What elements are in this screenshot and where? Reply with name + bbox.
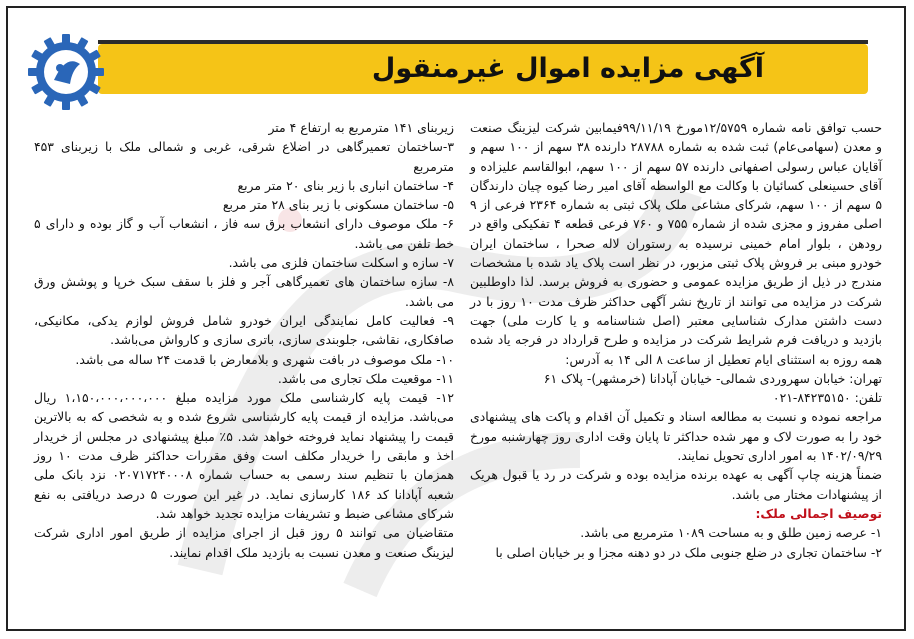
left-column xyxy=(34,118,454,562)
property-item-1: ۱- عرصه زمین طلق و به مساحت ۱۰۸۹ مترمربع می باشد. xyxy=(580,525,882,541)
property-item-8: ۸- سازه ساختمان های تعمیرگاهی آجر و فلز با سقف سبک خرپا و پوشش ورق می باشد. xyxy=(34,274,454,309)
property-item-3: ۳-ساختمان تعمیرگاهی در اضلاع شرقی، غربی و شمالی ملک با زیربنای ۴۵۳ مترمربع xyxy=(34,139,454,174)
intro-paragraph: حسب توافق نامه شماره ۱۲/۵۷۵۹مورخ ۹۹/۱۱/۱۹فیمابین شرکت لیزینگ صنعت و معدن (سهامی‌عام) ثبت شده به شماره ۲۸۷۸۸ دارنده ۳۸ سهم از ۱۰۰ سهم و آقایان عباس رسولی اصفهانی دارنده ۵۷ سهم از ۱۰۰ سهم، ابوالقاسم علیزاده و آقای حسینعلی کسائیان با وکالت مع الواسطه آقای امیر رضا کیوه چیان دارندگان ۵ سهم از ۱۰۰ سهم، شرکای مشاعی ملک پلاک ثبتی به شماره ۲۳۶۴ فرعی از ۹ اصلی مفروز و مجزی شده از شماره ۷۵۵ و ۷۶۰ فرعی قطعه ۴ تفکیکی واقع در رودهن ، بلوار امام خمینی نرسیده به رستوران لاله صحرا ، ساختمان ایران خودرو مبنی بر فروش پلاک ثبتی مزبور، در نظر است پلاک یاد شده با مشخصات مندرج در ذیل از طریق مزایده عمومی و حضوری به فروش برسد. لذا داوطلبین شرکت در مزایده می توانند از تاریخ نشر آگهی حداکثر ظرف مدت ۱۰ روز با در دست داشتن مدارک شناسایی معتبر (اصل شناسنامه و یا کارت ملی) جهت بازدید و دریافت فرم شرایط شرکت در مزایده و طرح قرارداد در فرجه یاد شده همه روزه به استثنای ایام تعطیل از ساعت ۸ الی ۱۴ به آدرس: xyxy=(470,120,882,367)
property-item-2: ۲- ساختمان تجاری در ضلع جنوبی ملک در دو دهنه مجزا و بر خیابان اصلی با xyxy=(495,544,882,560)
submission-paragraph: مراجعه نموده و نسبت به مطالعه اسناد و تکمیل آن اقدام و پاکت های پیشنهادی خود را به صورت لاک و مهر شده حداکثر تا پایان وقت اداری روز چهارشنبه مورخ ۱۴۰۲/۰۹/۲۹ به امور اداری تحویل نمایند. xyxy=(470,409,882,464)
fees-paragraph: ضمناً هزینه چاپ آگهی به عهده برنده مزایده بوده و شرکت در رد یا قبول هریک از پیشنهادات مختار می باشد. xyxy=(470,467,882,502)
property-item-2-cont: زیربنای ۱۴۱ مترمربع به ارتفاع ۴ متر xyxy=(268,120,454,135)
gear-emblem-icon xyxy=(24,30,108,114)
notice-title: آگهی مزایده اموال غیرمنقول xyxy=(371,53,764,84)
property-item-10: ۱۰- ملک موصوف در بافت شهری و بلامعارض با قدمت ۲۴ ساله می باشد. xyxy=(75,351,454,367)
property-item-5: ۵- ساختمان مسکونی با زیر بنای ۲۸ متر مربع xyxy=(222,197,454,213)
address-line: تهران: خیابان سهروردی شمالی- خیابان آپادانا (خرمشهر)- پلاک ۶۱ xyxy=(543,370,882,386)
right-column xyxy=(470,118,882,562)
property-description-heading: توصیف اجمالی ملک: xyxy=(755,505,882,521)
property-item-12: ۱۲- قیمت پایه کارشناسی ملک مورد مزایده مبلغ ۱،۱۵۰،۰۰۰،۰۰۰،۰۰۰ ریال می‌باشد. مزایده از قیمت پایه کارشناسی شروع شده و به شخصی که به بالاترین قیمت را پیشنهاد نماید فروخته خواهد شد. ۵٪ مبلغ پیشنهادی در مجلس از خریدار اخذ و مابقی را خریدار مکلف است وفق مقررات حداکثر ظرف مدت ۱۰ روز همزمان با تنظیم سند رسمی به حساب شماره ۰۲۰۷۱۷۲۴۰۰۰۸ نزد بانک ملی شعبه آپادانا کد ۱۸۶ کارسازی نماید. در غیر این صورت ۵ درصد دریافتی به نفع شرکای مشاعی ضبط و تشریفات مزایده تجدید خواهد شد. xyxy=(34,390,455,521)
phone-line: تلفن: ۸۴۲۳۵۱۵۰-۰۲۱ xyxy=(772,390,882,406)
property-item-4: ۴- ساختمان انباری با زیر بنای ۲۰ متر مربع xyxy=(237,177,454,193)
property-item-6: ۶- ملک موصوف دارای انشعاب برق سه فاز ، انشعاب آب و گاز بوده و دارای ۵ خط تلفن می باشد. xyxy=(34,216,454,251)
visit-paragraph: متقاضیان می توانند ۵ روز قبل از اجرای مزایده از طریق امور اداری شرکت لیزینگ صنعت و معدن نسبت به بازدید ملک اقدام نمایند. xyxy=(34,525,454,560)
property-item-7: ۷- سازه و اسکلت ساختمان فلزی می باشد. xyxy=(228,255,454,271)
property-item-11: ۱۱- موقعیت ملک تجاری می باشد. xyxy=(277,370,454,386)
property-item-9: ۹- فعالیت کامل نمایندگی ایران خودرو شامل فروش لوازم یدکی، مکانیکی، صافکاری، نقاشی، جلوبندی سازی، باتری سازی و کارواش می‌باشد. xyxy=(34,312,454,348)
